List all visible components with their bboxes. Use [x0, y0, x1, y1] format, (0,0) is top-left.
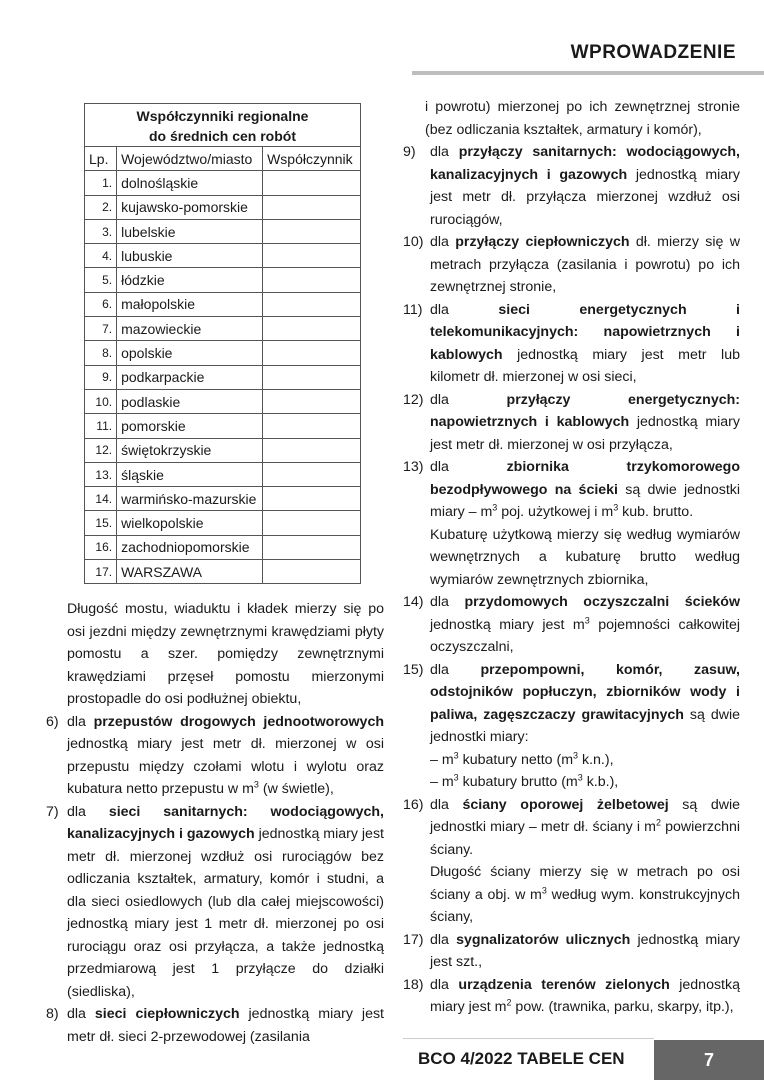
text: dla — [430, 661, 481, 678]
region-name: małopolskie — [117, 292, 263, 316]
table-row — [85, 268, 361, 292]
list-item-15 — [403, 659, 740, 749]
table-row — [85, 341, 361, 365]
list-item-17 — [403, 929, 740, 974]
superscript: 3 — [453, 749, 459, 760]
left-column — [46, 103, 384, 1048]
region-name: mazowieckie — [117, 317, 263, 341]
list-item-13-note: Kubaturę użytkową mierzy się według wymiarów wewnętrznych a kubaturę brutto według wymiarów zewnętrznych zbiornika, — [430, 526, 740, 588]
text: kubatury brutto (m — [458, 774, 578, 790]
list-number: 8) — [46, 1006, 59, 1023]
list-item-6 — [46, 711, 384, 801]
table-row — [85, 292, 361, 316]
bold-term: sygnalizatorów ulicznych — [456, 931, 631, 948]
row-number: 7. — [85, 317, 117, 341]
bold-term: przyłączy energetycznych: napowietrznych i kablowych — [430, 391, 740, 430]
text: kub. brutto. — [618, 504, 694, 520]
text: są dwie jednostki miary – metr dł. ściany i m — [430, 796, 741, 835]
text: jednostką miary jest metr dł. mierzonej w osi przepustu między czołami wlotu i wylotu oraz kubatura netto przepustu w m — [67, 736, 384, 798]
list-number: 7) — [46, 803, 59, 820]
region-name: lubuskie — [117, 244, 263, 268]
text: jednostką miary jest metr dł. mierzonej wzdłuż osi rurociągów bez odliczania kształtek, armatury, komór i studni, a dla sieci osiedlowych (lub dla całej miejscowości) jednostką miary jest 1 metr dł. mierzonej po osi rurociągu oraz osi przyłącza, a także jednostką przedmiarową jest 1 przyłącze do działki (siedliska), — [67, 826, 384, 1000]
list-item-15-unit-b — [403, 771, 740, 794]
regional-coefficients-table — [84, 103, 361, 584]
bold-term: przepompowni, komór, zasuw, odstojników popłuczyn, zbiorników wody i paliwa, zagęszczaczy grawitacyjnych — [430, 661, 740, 723]
region-name: warmińsko-mazurskie — [117, 487, 263, 511]
row-number: 17. — [85, 560, 117, 584]
region-name: podlaskie — [117, 389, 263, 413]
text: dla — [430, 796, 463, 813]
text: k.n.), — [578, 751, 614, 768]
text: jednostką miary jest metr dł. sieci 2-przewodowej (zasilania — [67, 1006, 384, 1045]
table-row — [85, 219, 361, 243]
table-row — [85, 389, 361, 413]
coefficient-cell[interactable] — [263, 341, 361, 365]
list-number: 12) — [403, 391, 424, 408]
superscript: 3 — [541, 884, 547, 895]
text: dla — [67, 803, 109, 820]
row-number: 2. — [85, 195, 117, 219]
table-title-line1: Współczynniki regionalne — [136, 108, 309, 124]
text: dla — [430, 594, 465, 610]
text: – m — [430, 751, 454, 768]
text: pojemności całkowitej oczyszczalni, — [430, 616, 740, 655]
right-column — [403, 96, 740, 1019]
bold-term: sieci energetycznych i telekomunikacyjnych: napowietrznych i kablowych — [430, 301, 740, 363]
list-item-11 — [403, 299, 740, 389]
table-row — [85, 195, 361, 219]
section-title: WPROWADZENIE — [570, 42, 736, 63]
text: poj. użytkowej i m — [497, 504, 614, 520]
list-item-15-unit-a — [403, 749, 740, 772]
table-row — [85, 487, 361, 511]
list-item-14 — [403, 591, 740, 659]
text: według wym. konstrukcyjnych ściany, — [430, 886, 740, 925]
table-row — [85, 535, 361, 559]
region-name: kujawsko-pomorskie — [117, 195, 263, 219]
list-item-12 — [403, 389, 740, 457]
text: jednostką miary jest metr lub kilometr dł. mierzonej w osi sieci, — [430, 346, 740, 385]
list-number: 13) — [403, 459, 424, 475]
text: są dwie jednostki miary: — [430, 706, 740, 745]
coefficient-cell[interactable] — [263, 438, 361, 462]
bold-term: przydomowych oczyszczalni ścieków — [464, 594, 740, 610]
continued-paragraph: i powrotu) mierzonej po ich zewnętrznej stronie (bez odliczania kształtek, armatury i komór), — [425, 99, 740, 138]
text: powierzchni ściany. — [430, 819, 741, 858]
table-row — [85, 414, 361, 438]
table-title-line2: do średnich cen robót — [148, 128, 296, 144]
coefficient-cell[interactable] — [263, 511, 361, 535]
text: jednostką miary jest m — [430, 616, 585, 633]
region-name: podkarpackie — [117, 365, 263, 389]
list-number: 6) — [46, 713, 59, 730]
row-number: 13. — [85, 462, 117, 486]
row-number: 11. — [85, 414, 117, 438]
superscript: 3 — [453, 772, 459, 783]
coefficient-cell[interactable] — [263, 414, 361, 438]
text: pow. (trawnika, parku, skarpy, itp.), — [511, 999, 734, 1015]
text: – m — [430, 774, 454, 790]
table-row — [85, 365, 361, 389]
superscript: 3 — [577, 772, 583, 783]
bold-term: sieci sanitarnych: wodociągowych, kanalizacyjnych i gazowych — [67, 803, 384, 843]
bridge-paragraph: Długość mostu, wiaduktu i kładek mierzy się po osi jezdni między zewnętrznymi krawędziami płyty pomostu a szer. pomiędzy zewnętrznymi krawędziami przęseł pomostu mierzonymi prostopadle do osi podłużnej obiektu, — [67, 601, 384, 708]
text: dł. mierzy się w metrach przyłącza (zasilania i powrotu) po ich zewnętrznej stronie, — [430, 234, 740, 295]
text: jednostką miary jest metr dł. mierzonej w osi przyłącza, — [430, 414, 740, 453]
row-number: 5. — [85, 268, 117, 292]
table-row — [85, 317, 361, 341]
col-header-coefficient: Współczynnik — [263, 147, 361, 171]
row-number: 10. — [85, 389, 117, 413]
superscript: 3 — [253, 779, 259, 790]
col-header-lp: Lp. — [85, 147, 117, 171]
superscript: 2 — [655, 817, 661, 828]
coefficient-cell[interactable] — [263, 244, 361, 268]
bold-term: ściany oporowej żelbetowej — [462, 796, 669, 813]
text: jednostką miary jest m — [430, 976, 740, 1015]
list-number: 11) — [403, 301, 423, 318]
table-row — [85, 171, 361, 195]
superscript: 3 — [492, 502, 498, 513]
list-item-7 — [46, 801, 384, 1004]
footer-divider — [403, 1038, 654, 1039]
row-number: 6. — [85, 292, 117, 316]
region-name: łódzkie — [117, 268, 263, 292]
text: dla — [430, 931, 457, 948]
table-row — [85, 511, 361, 535]
bold-term: zbiornika trzykomorowego bezodpływowego na ścieki — [430, 459, 741, 498]
list-number: 15) — [403, 661, 424, 678]
row-number: 12. — [85, 438, 117, 462]
list-number: 17) — [403, 931, 424, 948]
coefficient-cell[interactable] — [263, 365, 361, 389]
superscript: 3 — [584, 614, 590, 625]
coefficient-cell[interactable] — [263, 560, 361, 584]
page-number: 7 — [703, 1050, 714, 1070]
text: dla — [430, 144, 459, 160]
table-row — [85, 244, 361, 268]
region-name: śląskie — [117, 462, 263, 486]
list-item-10 — [403, 231, 740, 299]
text: jednostką miary jest szt., — [430, 931, 740, 970]
coefficient-cell[interactable] — [263, 535, 361, 559]
list-number: 9) — [403, 144, 416, 160]
list-item-9 — [403, 141, 740, 231]
text: dla — [430, 976, 459, 993]
table-title — [85, 104, 361, 147]
coefficient-cell[interactable] — [263, 462, 361, 486]
text: dla — [430, 301, 499, 318]
row-number: 4. — [85, 244, 117, 268]
table-header-row — [85, 147, 361, 171]
publication-title: BCO 4/2022 TABELE CEN — [418, 1049, 625, 1068]
coefficient-cell[interactable] — [263, 195, 361, 219]
row-number: 16. — [85, 535, 117, 559]
text: dla — [67, 713, 94, 730]
region-name: lubelskie — [117, 219, 263, 243]
bold-term: przyłączy sanitarnych: wodociągowych, kanalizacyjnych i gazowych — [430, 144, 740, 183]
table-row — [85, 560, 361, 584]
region-name: zachodniopomorskie — [117, 535, 263, 559]
table-body — [85, 171, 361, 584]
text: dla — [430, 391, 507, 408]
row-number: 8. — [85, 341, 117, 365]
list-item-8 — [46, 1003, 384, 1048]
text: (w świetle), — [258, 781, 334, 798]
text: są dwie jednostki miary – m — [430, 481, 741, 520]
text: kubatury netto (m — [458, 751, 574, 768]
bold-term: przyłączy ciepłowniczych — [455, 234, 630, 250]
region-name: opolskie — [117, 341, 263, 365]
coefficient-cell[interactable] — [263, 268, 361, 292]
row-number: 3. — [85, 219, 117, 243]
region-name: dolnośląskie — [117, 171, 263, 195]
coefficient-cell[interactable] — [263, 487, 361, 511]
superscript: 2 — [506, 997, 512, 1008]
text: k.b.), — [582, 774, 619, 790]
list-number: 14) — [403, 594, 424, 610]
region-name: pomorskie — [117, 414, 263, 438]
region-name: świętokrzyskie — [117, 438, 263, 462]
row-number: 1. — [85, 171, 117, 195]
row-number: 9. — [85, 365, 117, 389]
region-name: wielkopolskie — [117, 511, 263, 535]
row-number: 14. — [85, 487, 117, 511]
table-row — [85, 462, 361, 486]
bold-term: sieci ciepłowniczych — [94, 1006, 240, 1023]
coefficient-cell[interactable] — [263, 317, 361, 341]
header-divider — [412, 71, 764, 75]
coefficient-cell[interactable] — [263, 219, 361, 243]
text: dla — [430, 234, 456, 250]
list-number: 16) — [403, 796, 424, 813]
region-name: WARSZAWA — [117, 560, 263, 584]
list-item-16-note — [403, 861, 740, 929]
text: dla — [67, 1006, 95, 1023]
list-item-13 — [403, 456, 740, 524]
coefficient-cell[interactable] — [263, 171, 361, 195]
list-number: 10) — [403, 234, 424, 250]
bold-term: urządzenia terenów zielonych — [458, 976, 670, 993]
row-number: 15. — [85, 511, 117, 535]
bold-term: przepustów drogowych jednootworowych — [93, 713, 384, 730]
coefficient-cell[interactable] — [263, 389, 361, 413]
col-header-region: Województwo/miasto — [117, 147, 263, 171]
text: jednostką miary jest metr dł. przyłącza mierzonej wzdłuż osi rurociągów, — [430, 166, 740, 228]
list-item-16 — [403, 794, 740, 862]
table-row — [85, 438, 361, 462]
superscript: 3 — [613, 502, 619, 513]
text: Długość ściany mierzy się w metrach po osi ściany a obj. w m — [430, 864, 740, 903]
text: dla — [430, 459, 507, 475]
coefficient-cell[interactable] — [263, 292, 361, 316]
list-number: 18) — [403, 976, 424, 993]
list-item-18 — [403, 974, 740, 1019]
superscript: 3 — [573, 749, 579, 760]
